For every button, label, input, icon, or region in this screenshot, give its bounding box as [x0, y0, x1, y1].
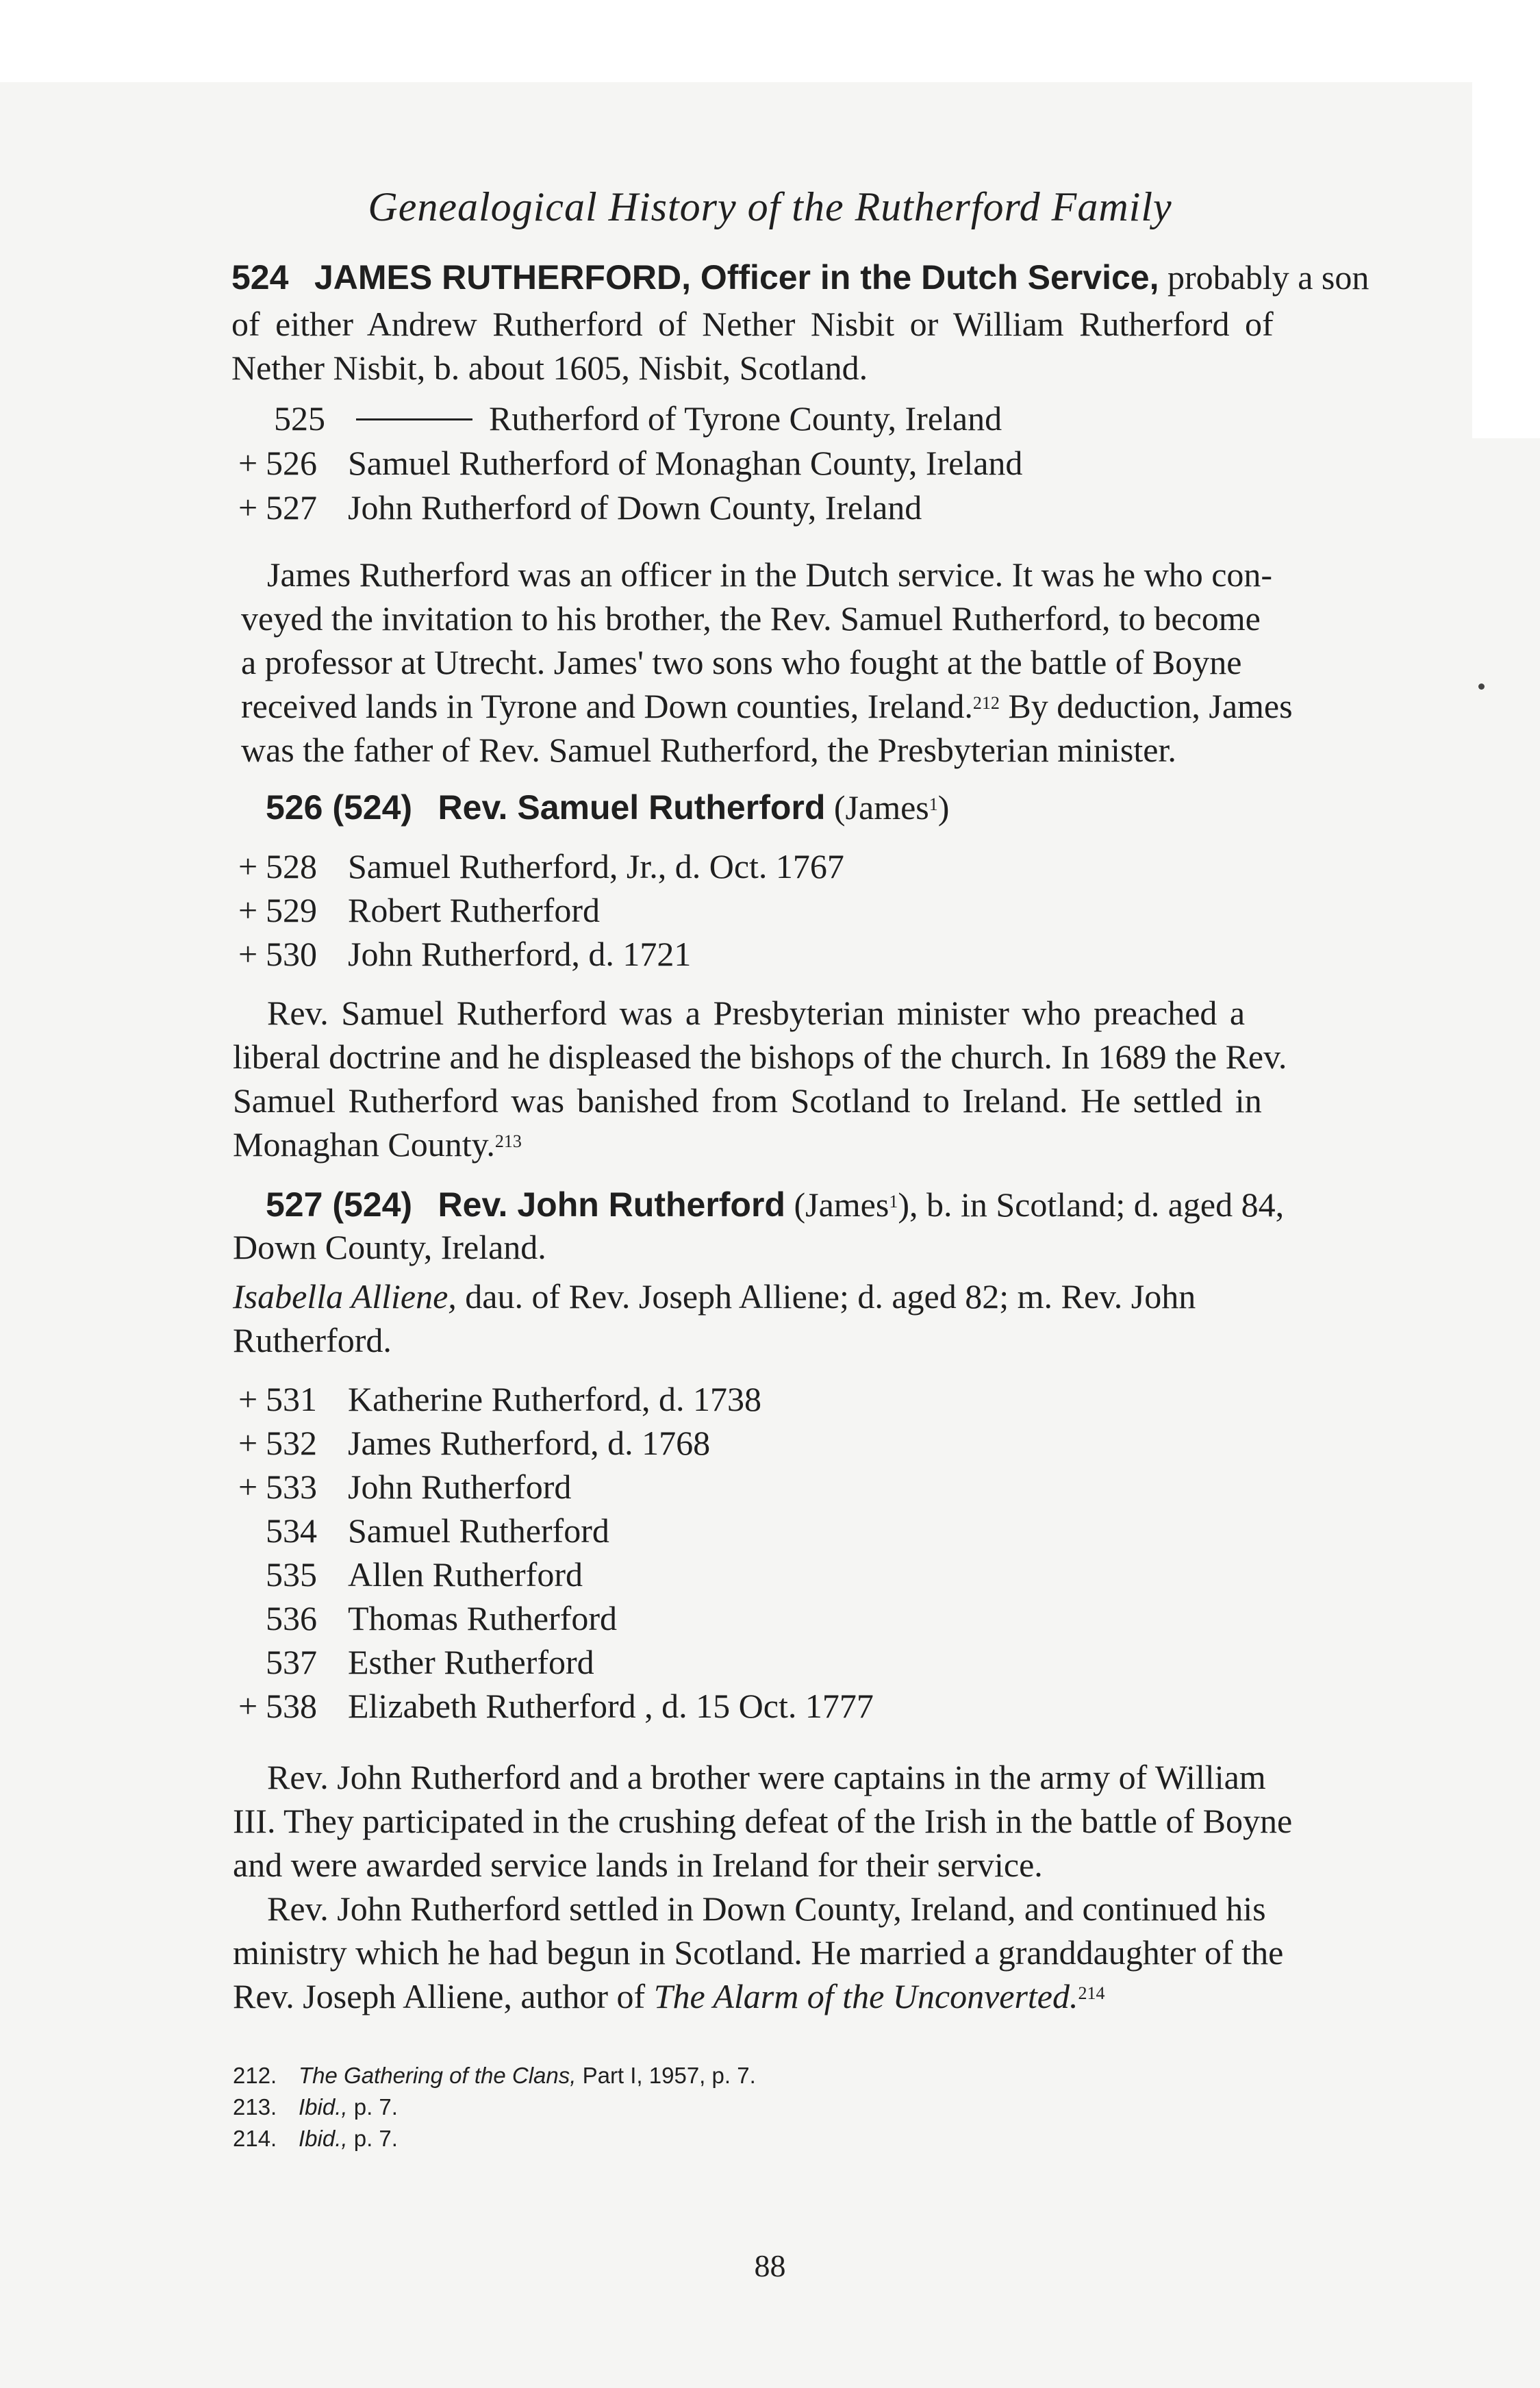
child-number: 534 [266, 1511, 317, 1550]
child-531: + 531 Katherine Rutherford, d. 1738 [238, 1377, 761, 1422]
para-527b-line-2: ministry which he had begun in Scotland. He married a granddaughter of the [233, 1933, 1284, 1972]
child-name: Rutherford of Tyrone County, Ireland [489, 399, 1002, 438]
para-527b-line-1: Rev. John Rutherford settled in Down County, Ireland, and continued his [267, 1889, 1266, 1928]
scan-speck [1478, 683, 1485, 690]
child-name: James Rutherford, d. 1768 [348, 1424, 711, 1462]
para-526-line-2: liberal doctrine and he displeased the bishops of the church. In 1689 the Rev. [233, 1038, 1287, 1076]
spouse-name: Isabella Alliene, [233, 1277, 457, 1316]
spouse-line: Isabella Alliene, dau. of Rev. Joseph Alliene; d. aged 82; m. Rev. John [233, 1277, 1196, 1316]
entry-name: Rev. John Rutherford [438, 1185, 785, 1224]
child-name: Samuel Rutherford of Monaghan County, Ireland [348, 444, 1023, 482]
child-number: 531 [266, 1380, 317, 1418]
page-number: 88 [754, 2248, 786, 2283]
child-number: 526 [266, 444, 317, 482]
child-number: 528 [266, 847, 317, 885]
entry-parent: (James$^1$), b. in Scotland; d. aged 84, [794, 1185, 1285, 1224]
child-name: Robert Rutherford [348, 891, 600, 929]
child-533: + 533 John Rutherford [238, 1464, 571, 1509]
footnote-213: 213. Ibid., p. 7. [233, 2094, 398, 2120]
child-529: + 529 Robert Rutherford [238, 888, 600, 933]
child-538: + 538 Elizabeth Rutherford , d. 15 Oct. 1777 [238, 1683, 874, 1729]
child-number: 537 [266, 1643, 317, 1681]
child-532: + 532 James Rutherford, d. 1768 [238, 1420, 710, 1466]
child-name: Samuel Rutherford [348, 1511, 609, 1550]
child-527: + 527 John Rutherford of Down County, Ireland [238, 485, 922, 530]
para-527a-line-1: Rev. John Rutherford and a brother were captains in the army of William [267, 1758, 1266, 1796]
para-524-line-3: a professor at Utrecht. James' two sons who fought at the battle of Boyne [241, 643, 1242, 681]
child-528: + 528 Samuel Rutherford, Jr., d. Oct. 1767 [238, 844, 844, 889]
para-526-line-3: Samuel Rutherford was banished from Scotland to Ireland. He settled in [233, 1081, 1262, 1120]
child-536 [238, 1596, 617, 1641]
child-number: 530 [266, 935, 317, 973]
entry-name: JAMES RUTHERFORD, Officer in the Dutch Service, [314, 258, 1159, 297]
footnote-ref: 213 [494, 1131, 522, 1151]
para-526-line-4: Monaghan County.$^{213}$ [233, 1125, 522, 1164]
scan-margin-top [0, 0, 1540, 82]
child-number: 538 [266, 1687, 317, 1725]
child-name: Allen Rutherford [348, 1555, 583, 1594]
para-524-line-5: was the father of Rev. Samuel Rutherford, the Presbyterian minister. [241, 731, 1176, 769]
child-number: 536 [266, 1599, 317, 1637]
entry-number: 526 (524) [266, 788, 413, 827]
child-526: + 526 Samuel Rutherford of Monaghan County, Ireland [238, 440, 1022, 486]
child-number: 525 [274, 399, 325, 438]
child-537 [238, 1639, 594, 1685]
entry-524-heading [231, 255, 1369, 300]
para-527b-line-3: Rev. Joseph Alliene, author of The Alarm of the Unconverted.$^{214}$ [233, 1977, 1105, 2015]
para-524-line-1: James Rutherford was an officer in the Dutch service. It was he who con- [267, 555, 1273, 594]
entry-524-line-3: Nether Nisbit, b. about 1605, Nisbit, Scotland. [231, 349, 868, 387]
child-name: Elizabeth Rutherford , d. 15 Oct. 1777 [348, 1687, 874, 1725]
child-name: Esther Rutherford [348, 1643, 594, 1681]
child-number: 532 [266, 1424, 317, 1462]
entry-526-heading [266, 785, 949, 830]
para-526-line-1: Rev. Samuel Rutherford was a Presbyterian minister who preached a [267, 994, 1246, 1032]
entry-527-heading [266, 1182, 1284, 1227]
child-525 [247, 396, 1002, 441]
child-name: Thomas Rutherford [348, 1599, 617, 1637]
entry-number: 527 (524) [266, 1185, 413, 1224]
child-number: 533 [266, 1468, 317, 1506]
running-head: Genealogical History of the Rutherford Family [368, 184, 1172, 229]
child-number: 535 [266, 1555, 317, 1594]
child-534 [238, 1508, 609, 1553]
footnote-214: 214. Ibid., p. 7. [233, 2126, 398, 2151]
entry-name: Rev. Samuel Rutherford [438, 788, 826, 827]
entry-524-line-2: of either Andrew Rutherford of Nether Nisbit or William Rutherford of [231, 305, 1274, 343]
para-524-line-2: veyed the invitation to his brother, the Rev. Samuel Rutherford, to become [241, 599, 1261, 638]
entry-parent: (James$^1$) [833, 788, 950, 827]
spouse-line-2: Rutherford. [233, 1321, 392, 1359]
child-name: John Rutherford of Down County, Ireland [348, 488, 922, 527]
para-524-line-4: received lands in Tyrone and Down counties, Ireland.$^{212}$ By deduction, James [241, 687, 1293, 725]
child-name: Katherine Rutherford, d. 1738 [348, 1380, 762, 1418]
blank-line [356, 418, 472, 420]
entry-527-line-2: Down County, Ireland. [233, 1228, 546, 1266]
child-name: Samuel Rutherford, Jr., d. Oct. 1767 [348, 847, 844, 885]
entry-number: 524 [231, 258, 289, 297]
entry-intro: probably a son [1167, 258, 1369, 297]
footnote-ref: 212 [972, 693, 1000, 713]
para-527a-line-3: and were awarded service lands in Ireland for their service. [233, 1846, 1043, 1884]
child-name: John Rutherford, d. 1721 [348, 935, 692, 973]
child-530: + 530 John Rutherford, d. 1721 [238, 931, 691, 977]
child-name: John Rutherford [348, 1468, 572, 1506]
child-number: 529 [266, 891, 317, 929]
child-535 [238, 1552, 583, 1597]
footnote-212: 212. The Gathering of the Clans, Part I, 1957, p. 7. [233, 2063, 756, 2088]
para-527a-line-2: III. They participated in the crushing defeat of the Irish in the battle of Boyne [233, 1802, 1293, 1840]
book-title: The Alarm of the Unconverted. [653, 1977, 1078, 2015]
child-number: 527 [266, 488, 317, 527]
footnote-ref: 214 [1078, 1983, 1105, 2003]
